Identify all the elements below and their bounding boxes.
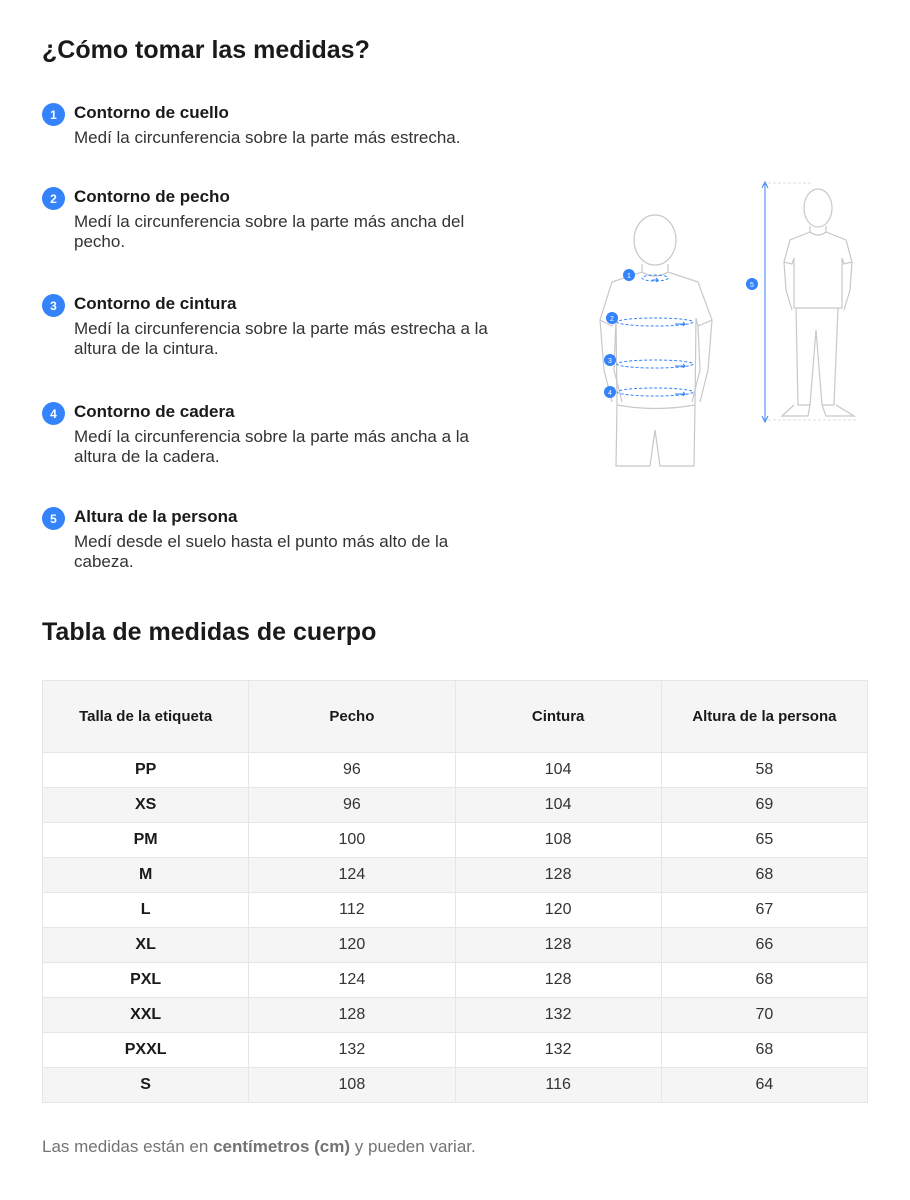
cell-waist: 128 (455, 963, 661, 998)
cell-size: XS (43, 788, 249, 823)
table-row (43, 893, 868, 928)
svg-text:3: 3 (608, 358, 612, 365)
cell-height: 66 (661, 928, 867, 963)
footnote (42, 1137, 476, 1157)
cell-size: M (43, 858, 249, 893)
step-number-badge: 5 (42, 507, 65, 530)
cell-chest: 124 (249, 858, 455, 893)
cell-chest: 112 (249, 893, 455, 928)
cell-height: 58 (661, 753, 867, 788)
cell-height: 65 (661, 823, 867, 858)
cell-height: 68 (661, 963, 867, 998)
illustration-label-4 (604, 386, 616, 398)
cell-chest: 120 (249, 928, 455, 963)
cell-chest: 108 (249, 1068, 455, 1103)
header-chest: Pecho (249, 681, 455, 753)
cell-chest: 124 (249, 963, 455, 998)
footnote-suffix: y pueden variar. (350, 1137, 476, 1156)
cell-size: PXXL (43, 1033, 249, 1068)
footnote-prefix: Las medidas están en (42, 1137, 214, 1156)
cell-waist: 104 (455, 788, 661, 823)
illustration-label-5 (746, 278, 758, 290)
cell-chest: 100 (249, 823, 455, 858)
svg-text:5: 5 (750, 282, 754, 289)
cell-waist: 132 (455, 1033, 661, 1068)
cell-size: S (43, 1068, 249, 1103)
table-row (43, 788, 868, 823)
table-title: Tabla de medidas de cuerpo (42, 618, 377, 646)
cell-size: L (43, 893, 249, 928)
cell-waist: 104 (455, 753, 661, 788)
cell-size: PP (43, 753, 249, 788)
page-title: ¿Cómo tomar las medidas? (42, 36, 370, 64)
cell-height: 68 (661, 858, 867, 893)
table-row (43, 1033, 868, 1068)
footnote-unit: centímetros (cm) (213, 1137, 351, 1156)
cell-height: 67 (661, 893, 867, 928)
size-chart-table (42, 680, 868, 1103)
table-row (43, 998, 868, 1033)
step-title: Contorno de pecho (74, 187, 230, 206)
step-description: Medí la circunferencia sobre la parte más estrecha. (74, 128, 461, 147)
svg-text:4: 4 (608, 390, 612, 397)
cell-size: PM (43, 823, 249, 858)
step-number-badge: 2 (42, 187, 65, 210)
step-title: Contorno de cadera (74, 402, 235, 421)
svg-text:2: 2 (610, 316, 614, 323)
illustration-label-3 (604, 354, 616, 366)
table-body (43, 753, 868, 1103)
table-row (43, 753, 868, 788)
cell-waist: 108 (455, 823, 661, 858)
step-number-badge: 4 (42, 402, 65, 425)
step-description: Medí la circunferencia sobre la parte más ancha a la altura de la cadera. (74, 427, 469, 466)
cell-chest: 96 (249, 753, 455, 788)
cell-waist: 128 (455, 858, 661, 893)
cell-waist: 128 (455, 928, 661, 963)
step-number-badge: 1 (42, 103, 65, 126)
table-row (43, 1068, 868, 1103)
cell-height: 69 (661, 788, 867, 823)
step-title: Altura de la persona (74, 507, 238, 526)
illustration-label-2 (606, 312, 618, 324)
body-measurement-illustration (580, 170, 880, 480)
cell-height: 64 (661, 1068, 867, 1103)
cell-height: 68 (661, 1033, 867, 1068)
table-row (43, 823, 868, 858)
step-title: Contorno de cuello (74, 103, 229, 122)
step-description: Medí desde el suelo hasta el punto más alto de la cabeza. (74, 532, 449, 571)
cell-waist: 116 (455, 1068, 661, 1103)
table-row (43, 858, 868, 893)
table-row (43, 963, 868, 998)
svg-text:1: 1 (627, 273, 631, 280)
table-header-row (43, 681, 868, 753)
cell-size: PXL (43, 963, 249, 998)
step-title: Contorno de cintura (74, 294, 237, 313)
header-waist: Cintura (455, 681, 661, 753)
step-description: Medí la circunferencia sobre la parte más estrecha a la altura de la cintura. (74, 319, 488, 358)
cell-waist: 132 (455, 998, 661, 1033)
cell-chest: 128 (249, 998, 455, 1033)
step-number-badge: 3 (42, 294, 65, 317)
cell-waist: 120 (455, 893, 661, 928)
cell-chest: 96 (249, 788, 455, 823)
cell-size: XL (43, 928, 249, 963)
illustration-label-1 (623, 269, 635, 281)
header-height: Altura de la persona (661, 681, 867, 753)
cell-size: XXL (43, 998, 249, 1033)
step-description: Medí la circunferencia sobre la parte más ancha del pecho. (74, 212, 465, 251)
header-size-label: Talla de la etiqueta (43, 681, 249, 753)
cell-height: 70 (661, 998, 867, 1033)
table-row (43, 928, 868, 963)
cell-chest: 132 (249, 1033, 455, 1068)
